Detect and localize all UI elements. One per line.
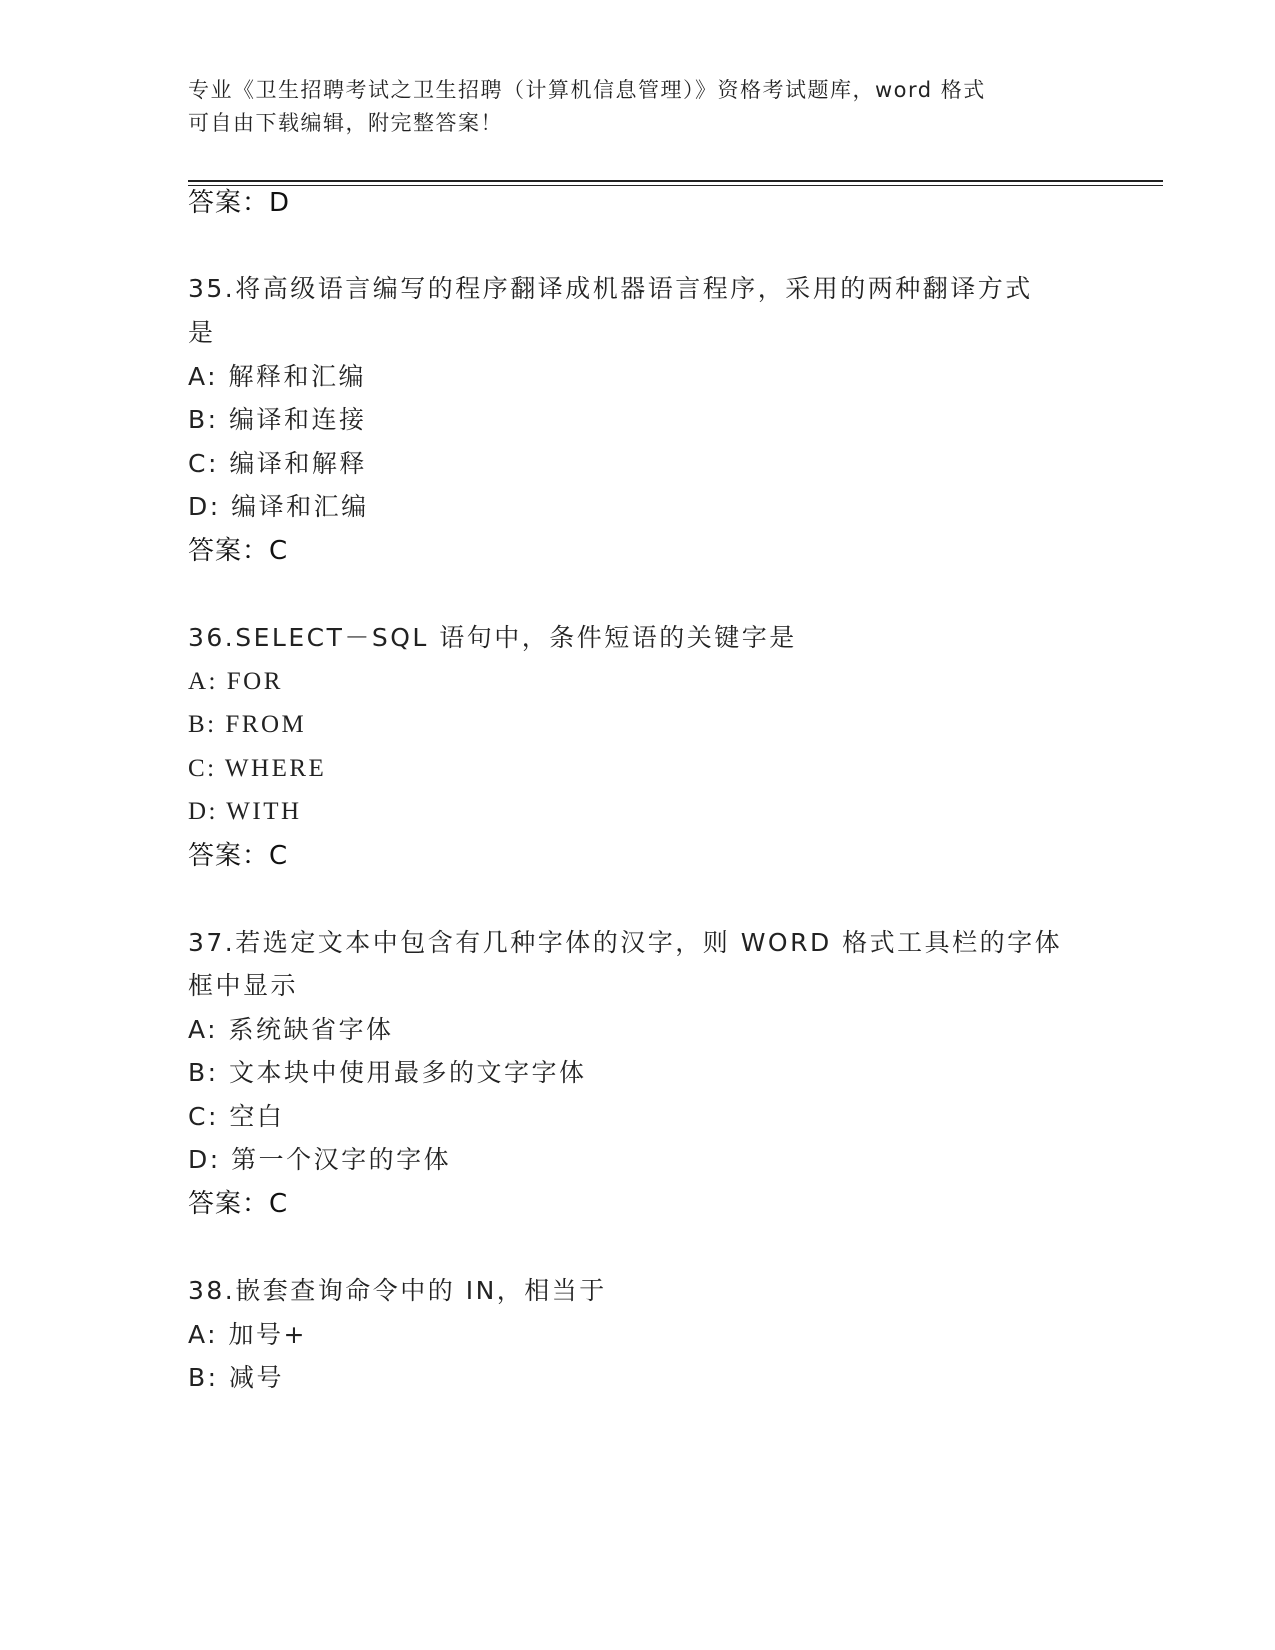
- q35-stem-line-1: 35.将高级语言编写的程序翻译成机器语言程序，采用的两种翻译方式: [188, 274, 1033, 303]
- q36-answer: 答案：C: [188, 841, 289, 871]
- q36-option-a: A: FOR: [188, 668, 283, 695]
- q37-option-a: A: 系统缺省字体: [188, 1015, 394, 1044]
- q37-answer: 答案：C: [188, 1189, 289, 1219]
- q35-answer: 答案：C: [188, 536, 289, 566]
- header-line-1: 专业《卫生招聘考试之卫生招聘（计算机信息管理）》资格考试题库，word 格式: [188, 78, 986, 102]
- q35-option-d: D: 编译和汇编: [188, 492, 369, 521]
- q37-stem-line-1: 37.若选定文本中包含有几种字体的汉字，则 WORD 格式工具栏的字体: [188, 928, 1063, 957]
- q36-option-b: B: FROM: [188, 711, 307, 738]
- q37-option-c: C: 空白: [188, 1102, 285, 1131]
- q35-stem-line-2: 是: [188, 318, 216, 347]
- q37-option-d: D: 第一个汉字的字体: [188, 1145, 452, 1174]
- q35-option-b: B: 编译和连接: [188, 405, 367, 434]
- q36-stem-line-1: 36.SELECT－SQL 语句中，条件短语的关键字是: [188, 623, 797, 652]
- previous-answer: 答案：D: [188, 188, 291, 218]
- document-header: [188, 74, 1088, 140]
- header-rule-thick: [188, 180, 1163, 182]
- q38-option-b: B: 减号: [188, 1363, 285, 1392]
- header-line-2: 可自由下载编辑，附完整答案！: [188, 111, 503, 135]
- q38-stem-line-1: 38.嵌套查询命令中的 IN，相当于: [188, 1276, 607, 1305]
- q37-stem-line-2: 框中显示: [188, 971, 299, 1000]
- q36-option-d: D: WITH: [188, 798, 302, 825]
- q36-option-c: C: WHERE: [188, 755, 327, 782]
- q38-option-a: A: 加号+: [188, 1320, 307, 1349]
- q35-option-c: C: 编译和解释: [188, 449, 367, 478]
- header-rule-thin: [188, 185, 1163, 186]
- q35-option-a: A: 解释和汇编: [188, 362, 367, 391]
- q37-option-b: B: 文本块中使用最多的文字字体: [188, 1058, 587, 1087]
